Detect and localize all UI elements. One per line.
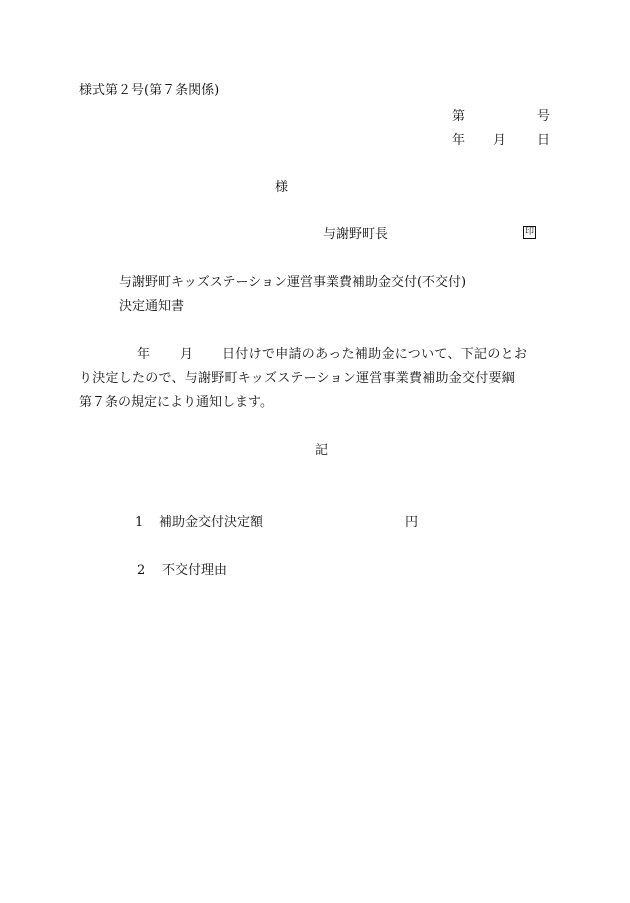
document-title-line2: 決定通知書 — [119, 299, 185, 314]
item-1-label: 補助金交付決定額 — [159, 515, 264, 530]
seal-mark: 印 — [524, 227, 534, 237]
form-label: 様式第２号(第７条関係) — [79, 83, 220, 98]
body-year: 年 — [137, 347, 151, 362]
sender-title: 与謝野町長 — [323, 227, 389, 242]
body-line3: 第７条の規定により通知します。 — [79, 395, 273, 410]
addressee-suffix: 様 — [275, 180, 289, 195]
number-prefix: 第 — [452, 109, 466, 124]
item-1-number: 1 — [135, 515, 144, 530]
date-year: 年 — [452, 133, 466, 148]
item-2-number: 2 — [137, 563, 146, 578]
body-line2: り決定したので、与謝野町キッズステーション運営事業費補助金交付要綱 — [79, 371, 515, 386]
body-month: 月 — [180, 347, 194, 362]
date-day: 日 — [537, 133, 551, 148]
notes-heading: 記 — [315, 443, 329, 458]
item-1-unit: 円 — [405, 515, 419, 530]
item-2-label: 不交付理由 — [162, 563, 228, 578]
document-title-line1: 与謝野町キッズステーション運営事業費補助金交付(不交付) — [119, 275, 467, 290]
number-suffix: 号 — [537, 109, 551, 124]
date-month: 月 — [493, 133, 507, 148]
body-line1: 日付けで申請のあった補助金について、下記のとお — [222, 347, 528, 362]
